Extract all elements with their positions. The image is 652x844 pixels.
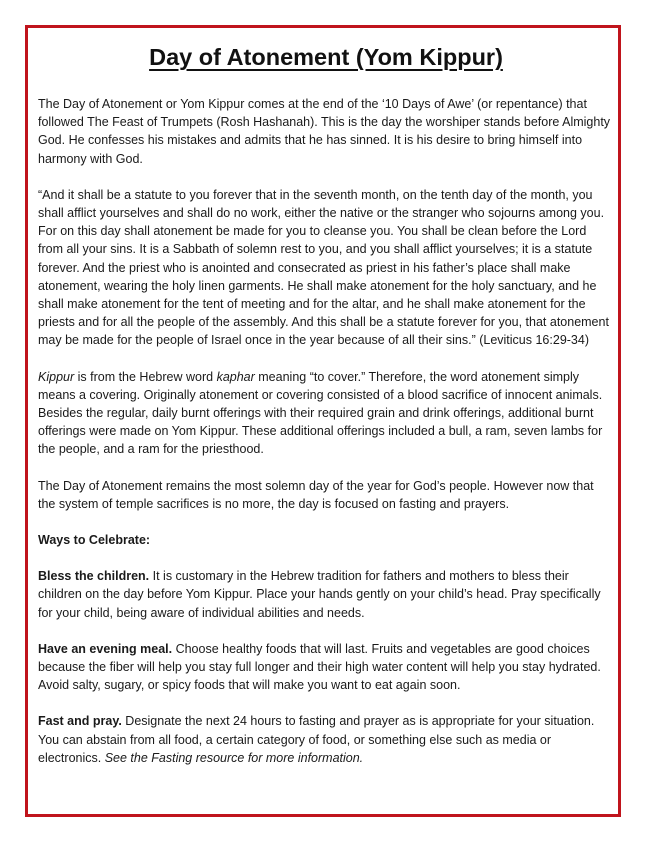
intro-paragraph: The Day of Atonement or Yom Kippur comes at the end of the ‘10 Days of Awe’ (or repentance) that followed The Feast of Trumpets (Rosh Hashanah). This is the day the worshiper stands before Almighty God. He confesses his mistakes and admits that he has sinned. It is his desire to bring himself into harmony with God.: [38, 97, 611, 166]
ways-heading-text: Ways to Celebrate:: [38, 533, 151, 548]
page-title: Day of Atonement (Yom Kippur): [149, 44, 503, 70]
way-text: It is customary in the Hebrew tradition for fathers and mothers to bless their children on the day before Yom Kippur. Place your hands gently on your child’s head. Pray specifically for your child, being aware of individual abilities and needs.: [38, 569, 601, 620]
way-heading: Have an evening meal.: [38, 641, 173, 656]
way-heading: Fast and pray.: [38, 714, 122, 729]
way-heading: Bless the children.: [38, 569, 150, 584]
kippur-text-1: is from the Hebrew word: [74, 369, 217, 384]
way-item-bless: [38, 567, 612, 622]
way-item-meal: [38, 640, 612, 695]
way-text: Designate the next 24 hours to fasting and prayer as is appropriate for your situation. You can abstain from all food, a certain category of food, or something else such as media or electronics.: [38, 714, 595, 765]
way-item-fast: [38, 712, 612, 767]
kippur-paragraph: [38, 368, 612, 459]
ways-heading: [38, 531, 612, 549]
kippur-text-2: meaning “to cover.” Therefore, the word atonement simply means a covering. Originally atonement or covering consisted of a blood sacrifice of innocent animals. Besides the regular, daily burnt offerings with their required grain and drink offerings, additional burnt offerings were made on Yom Kippur. These additional offerings included a bull, a ram, seven lambs for the people, and a ram for the priesthood.: [38, 369, 603, 457]
solemn-paragraph: The Day of Atonement remains the most solemn day of the year for God’s people. However now that the system of temple sacrifices is no more, the day is focused on fasting and prayers.: [38, 478, 594, 511]
kaphar-word: kaphar: [216, 369, 255, 384]
fasting-resource-note: See the Fasting resource for more information.: [104, 750, 364, 765]
way-text: Choose healthy foods that will last. Fruits and vegetables are good choices because the fiber will help you stay full longer and their high water content will help you stay hydrated. Avoid salty, sugary, or spicy foods that will make you want to eat again soon.: [38, 641, 601, 693]
document-body: [38, 95, 612, 785]
kippur-term: Kippur: [38, 369, 75, 384]
scripture-paragraph: “And it shall be a statute to you forever that in the seventh month, on the tenth day of the month, you shall afflict yourselves and shall do no work, either the native or the stranger who sojourns among you. For on this day shall atonement be made for you to cleanse you. You shall be clean before the Lord from all your sins. It is a Sabbath of solemn rest to you, and you shall afflict yourselves; it is a statute forever. And the priest who is anointed and consecrated as priest in his father’s place shall make atonement, wearing the holy linen garments. He shall make atonement for the holy sanctuary, and he shall make atonement for the tent of meeting and for the altar, and he shall make atonement for the priests and for all the people of the assembly. And this shall be a statute forever for you, that atonement may be made for the people of Israel once in the year because of all their sins.” (Leviticus 16:29-34): [38, 187, 609, 348]
